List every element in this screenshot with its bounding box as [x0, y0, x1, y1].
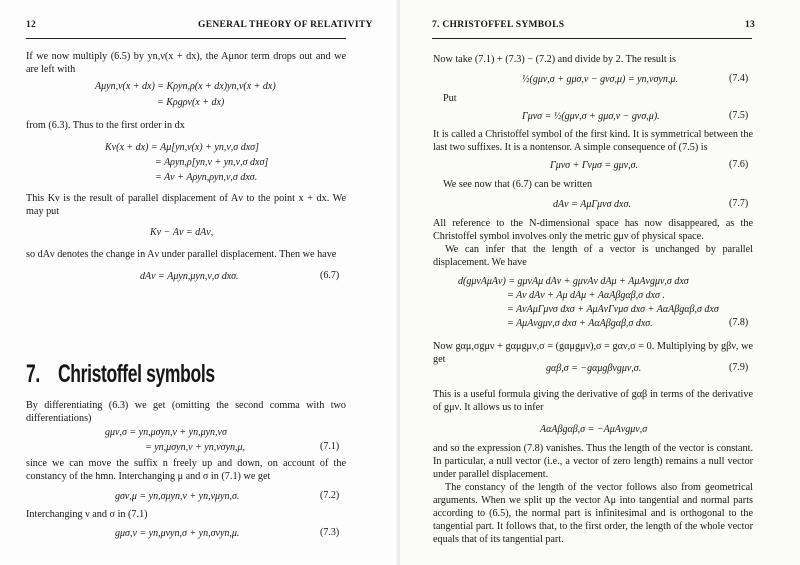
right-page: [400, 0, 800, 565]
equation-number: (7.3): [320, 527, 340, 538]
equation: gαβ,σ = −gαμgβνgμν,σ.: [546, 363, 642, 374]
equation: AαAβgαβ,σ = −AμAνgμν,σ: [540, 424, 648, 435]
equation: gμν,σ = yn,μσyn,ν + yn,μyn,νσ: [105, 427, 227, 438]
equation-number: (7.4): [729, 73, 749, 84]
paragraph: since we can move the suffix n freely up and down, on account of the constancy of the hmn. Interchanging μ and σ in (7.1) we get: [26, 458, 346, 482]
equation: = AνAμΓμνσ dxσ + AμAνΓνμσ dxσ + AαAβgαβ,σ dxσ: [507, 304, 719, 315]
equation: dAν = Aμyn,μyn,ν,σ dxσ.: [140, 271, 239, 282]
equation: = Aν dAν + Aμ dAμ + AαAβgαβ,σ dxσ .: [507, 290, 665, 301]
equation-number: (7.6): [729, 159, 749, 170]
paragraph: and so the expression (7.8) vanishes. Thus the length of the vector is constant. In particular, a null vector (i.e., a vector of zero length) remains a null vector under parallel displacement.: [433, 443, 753, 480]
paragraph: from (6.3). Thus to the first order in dx: [26, 120, 185, 131]
paragraph: Now gαμ,σgμν + gαμgμν,σ = (gαμgμν),σ = gαν,σ = 0. Multiplying by gβν, we get: [433, 341, 753, 365]
equation-number: (7.8): [729, 317, 749, 328]
equation: = AμAνgμν,σ dxσ + AαAβgαβ,σ dxσ.: [507, 318, 653, 329]
equation: = Kρgρν(x + dx): [157, 97, 225, 108]
equation: Γμνσ + Γνμσ = gμν,σ.: [550, 160, 639, 171]
equation: d(gμνAμAν) = gμνAμ dAν + gμνAν dAμ + AμAνgμν,σ dxσ: [458, 276, 689, 287]
paragraph: All reference to the N-dimensional space has now disappeared, as the Christoffel symbol involves only the metric gμν of physical space.: [433, 218, 753, 242]
paragraph: so dAν denotes the change in Aν under parallel displacement. Then we have: [26, 249, 337, 260]
equation: dAν = AμΓμνσ dxσ.: [553, 199, 631, 210]
page-number-right: 13: [745, 20, 756, 30]
equation-number: (7.2): [320, 490, 340, 501]
running-head-right: 7. CHRISTOFFEL SYMBOLS: [432, 20, 565, 30]
paragraph: By differentiating (6.3) we get (omitting the second comma with two differentiations): [26, 400, 346, 424]
equation: = yn,μσyn,ν + yn,νσyn,μ,: [145, 442, 246, 453]
paragraph: It is called a Christoffel symbol of the first kind. It is symmetrical between the last two suffixes. It is a nontensor. A simple consequence of (7.5) is: [433, 129, 753, 153]
paragraph: This Kν is the result of parallel displacement of Aν to the point x + dx. We may put: [26, 193, 346, 217]
equation: = Aν + Aρyn,ρyn,ν,σ dxσ.: [155, 172, 258, 183]
equation: Aμyn,ν(x + dx) = Kρyn,ρ(x + dx)yn,ν(x + dx): [95, 81, 276, 92]
paragraph: If we now multiply (6.5) by yn,ν(x + dx), the Aμnor term drops out and we are left with: [26, 51, 346, 75]
paragraph: Put: [443, 93, 457, 104]
header-rule-right: [432, 38, 752, 39]
section-number: 7.: [26, 360, 40, 388]
paragraph: Interchanging ν and σ in (7.1): [26, 509, 148, 520]
equation: Γμνσ = ½(gμν,σ + gμσ,ν − gνσ,μ).: [522, 111, 660, 122]
equation-number: (7.7): [729, 198, 749, 209]
equation-number: (7.5): [729, 110, 749, 121]
equation: gσν,μ = yn,σμyn,ν + yn,νμyn,σ.: [115, 491, 240, 502]
equation: = Aρyn,ρ[yn,ν + yn,ν,σ dxσ]: [155, 157, 269, 168]
equation-number: (7.9): [729, 362, 749, 373]
equation: gμσ,ν = yn,μνyn,σ + yn,σνyn,μ.: [115, 528, 240, 539]
equation: Kν − Aν = dAν,: [150, 227, 214, 238]
equation-number: (7.1): [320, 441, 340, 452]
section-title: Christoffel symbols: [58, 360, 215, 388]
page-number-left: 12: [26, 20, 37, 30]
paragraph: We can infer that the length of a vector is unchanged by parallel displacement. We have: [433, 244, 753, 268]
equation-number: (6.7): [320, 270, 340, 281]
equation: ½(gμν,σ + gμσ,ν − gνσ,μ) = yn,νσyn,μ.: [522, 74, 678, 85]
paragraph: Now take (7.1) + (7.3) − (7.2) and divide by 2. The result is: [433, 54, 677, 65]
running-head-left: GENERAL THEORY OF RELATIVITY: [198, 20, 373, 30]
equation: Kν(x + dx) = Aμ[yn,ν(x) + yn,ν,σ dxσ]: [105, 142, 259, 153]
paragraph: The constancy of the length of the vector follows also from geometrical arguments. When we split up the vector Aμ into tangential and normal parts according to (6.5), the normal part is infinitesimal and is orthogonal to the tangential part. It follows that, to the first order, the length of the whole vector equals that of its tangential part.: [433, 482, 753, 545]
paragraph: We see now that (6.7) can be written: [443, 179, 593, 190]
header-rule-left: [26, 38, 346, 39]
paragraph: This is a useful formula giving the derivative of gαβ in terms of the derivative of gμν. It allows us to infer: [433, 389, 753, 413]
